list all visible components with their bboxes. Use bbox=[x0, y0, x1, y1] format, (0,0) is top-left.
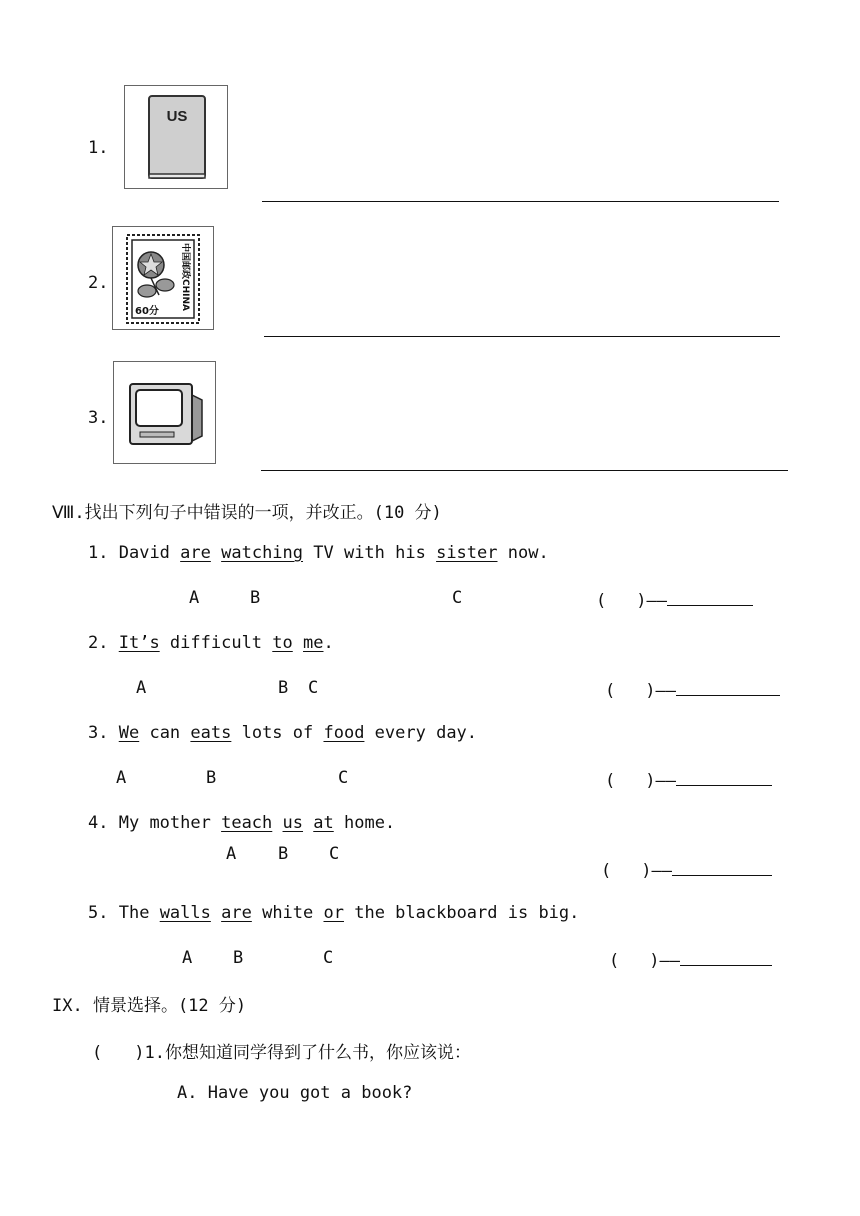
option-letter: C bbox=[308, 678, 319, 698]
option-letter: A bbox=[189, 588, 200, 608]
answer-slot[interactable]: ( )—— bbox=[605, 678, 780, 701]
option-letter: B bbox=[233, 948, 244, 968]
answer-slot[interactable]: ( )—— bbox=[596, 588, 753, 611]
option-letter: A bbox=[182, 948, 193, 968]
answer-slot[interactable]: ( )—— bbox=[609, 948, 772, 971]
question-sentence: 1. David are watching TV with his sister now. bbox=[88, 543, 549, 563]
item-number: 1. bbox=[88, 138, 109, 158]
option-letter: C bbox=[323, 948, 334, 968]
tv-picture bbox=[113, 361, 216, 464]
question-sentence: 2. It’s difficult to me. bbox=[88, 633, 334, 653]
answer-line bbox=[262, 201, 779, 202]
item-number: 2. bbox=[88, 273, 109, 293]
question-sentence: 3. We can eats lots of food every day. bbox=[88, 723, 478, 743]
question-sentence: 5. The walls are white or the blackboard is big. bbox=[88, 903, 580, 923]
option-letter: B bbox=[278, 678, 289, 698]
choice-question: ( )1.你想知道同学得到了什么书，你应该说： bbox=[92, 1043, 471, 1063]
option-letter: B bbox=[250, 588, 261, 608]
answer-slot[interactable]: ( )—— bbox=[601, 858, 772, 881]
book-picture bbox=[124, 85, 228, 189]
option-letter: C bbox=[452, 588, 463, 608]
stamp-picture bbox=[112, 226, 214, 330]
option-letter: A bbox=[226, 844, 237, 864]
tv-icon bbox=[114, 362, 215, 463]
option-letter: A bbox=[136, 678, 147, 698]
item-number: 3. bbox=[88, 408, 109, 428]
answer-line bbox=[261, 470, 788, 471]
section-heading: Ⅷ.找出下列句子中错误的一项，并改正。(10 分) bbox=[52, 503, 442, 523]
book-icon bbox=[125, 86, 227, 188]
option-letter: B bbox=[206, 768, 217, 788]
book-cover-text: US bbox=[166, 108, 188, 125]
answer-slot[interactable]: ( )—— bbox=[605, 768, 772, 791]
choice-option-a: A. Have you got a book? bbox=[177, 1083, 413, 1103]
stamp-side-text: 中国邮政CHINA bbox=[180, 243, 190, 311]
option-letter: B bbox=[278, 844, 289, 864]
stamp-value-text: 60分 bbox=[135, 306, 159, 317]
option-letter: C bbox=[329, 844, 340, 864]
stamp-icon bbox=[113, 227, 213, 329]
section-heading: IX. 情景选择。(12 分) bbox=[52, 996, 247, 1016]
question-sentence: 4. My mother teach us at home. bbox=[88, 813, 396, 833]
option-letter: C bbox=[338, 768, 349, 788]
option-letter: A bbox=[116, 768, 127, 788]
answer-line bbox=[264, 336, 780, 337]
